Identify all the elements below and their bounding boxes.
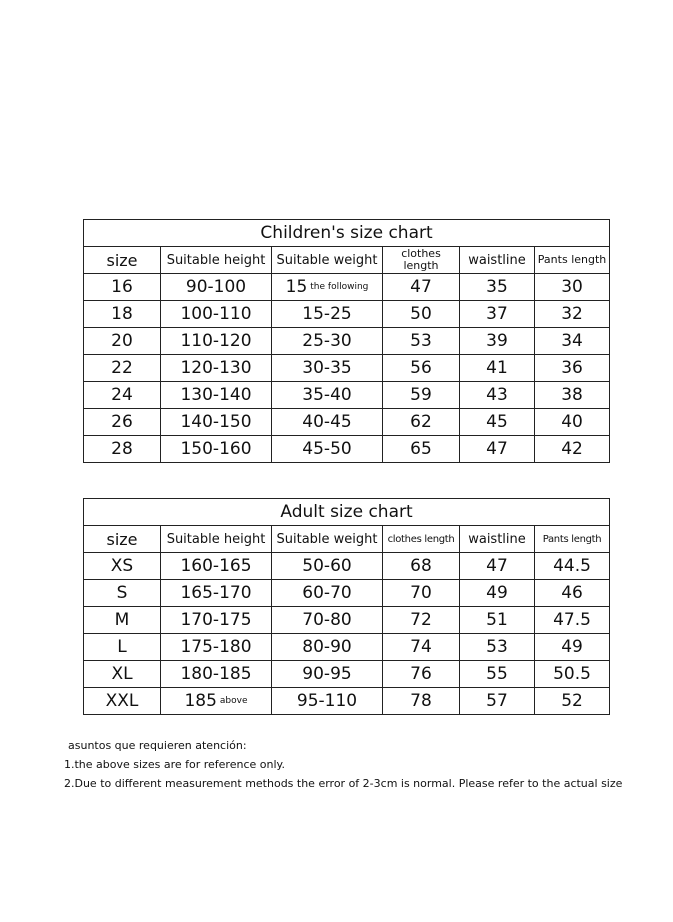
children-size-chart (83, 219, 610, 463)
cell-value: 56 (410, 358, 432, 378)
note-item: 2.Due to different measurement methods the error of 2-3cm is normal. Please refer to the actual size (64, 777, 623, 790)
table-row (84, 661, 610, 688)
cell-value: 60-70 (302, 583, 352, 603)
header-clothes-length: clothes length (383, 526, 460, 553)
cell-pants (535, 409, 610, 436)
cell-value: 28 (111, 439, 133, 459)
adult-header-row (84, 526, 610, 553)
cell-waist (460, 661, 535, 688)
cell-value: 43 (486, 385, 508, 405)
cell-value: 120-130 (180, 358, 252, 378)
cell-value: 50 (410, 304, 432, 324)
cell-value: 26 (111, 412, 133, 432)
cell-value: 18 (111, 304, 133, 324)
header-weight: Suitable weight (272, 247, 383, 274)
header-height: Suitable height (161, 247, 272, 274)
cell-waist (460, 634, 535, 661)
table-row (84, 688, 610, 715)
cell-clothes (383, 661, 460, 688)
cell-waist (460, 382, 535, 409)
cell-value: 150-160 (180, 439, 252, 459)
cell-value: 53 (410, 331, 432, 351)
cell-value: 76 (410, 664, 432, 684)
cell-value: 50-60 (302, 556, 352, 576)
cell-value: 36 (561, 358, 583, 378)
cell-value: 47 (410, 277, 432, 297)
cell-value: 80-90 (302, 637, 352, 657)
cell-value: 47 (486, 556, 508, 576)
cell-size (84, 688, 161, 715)
cell-value: 35-40 (302, 385, 352, 405)
cell-value: 38 (561, 385, 583, 405)
cell-value: 170-175 (180, 610, 252, 630)
cell-value: 95-110 (296, 691, 358, 711)
cell-height (161, 355, 272, 382)
table-row (84, 355, 610, 382)
cell-clothes (383, 409, 460, 436)
cell-waist (460, 580, 535, 607)
children-header-row (84, 247, 610, 274)
cell-pants (535, 355, 610, 382)
cell-height (161, 607, 272, 634)
table-row (84, 607, 610, 634)
cell-value: 51 (486, 610, 508, 630)
cell-weight (272, 580, 383, 607)
cell-weight (272, 634, 383, 661)
cell-pants (535, 382, 610, 409)
cell-pants (535, 436, 610, 463)
cell-pants (535, 661, 610, 688)
adult-size-chart (83, 498, 610, 715)
cell-value: 44.5 (553, 556, 591, 576)
cell-note: the following (310, 282, 369, 292)
cell-height (161, 634, 272, 661)
notes-heading: asuntos que requieren atención: (68, 739, 247, 752)
cell-value: XL (111, 664, 133, 684)
cell-value: 57 (486, 691, 508, 711)
cell-value: 41 (486, 358, 508, 378)
header-height: Suitable height (161, 526, 272, 553)
cell-clothes (383, 553, 460, 580)
cell-value: 175-180 (180, 637, 252, 657)
table-row (84, 409, 610, 436)
table-row (84, 580, 610, 607)
cell-value: 140-150 (180, 412, 252, 432)
cell-value: 15 (285, 277, 308, 297)
cell-value: 45-50 (302, 439, 352, 459)
cell-value: XXL (105, 691, 139, 711)
cell-value: 32 (561, 304, 583, 324)
adult-chart-title: Adult size chart (84, 499, 610, 526)
cell-value: 45 (486, 412, 508, 432)
cell-value: 22 (111, 358, 133, 378)
cell-value: 55 (486, 664, 508, 684)
cell-waist (460, 409, 535, 436)
cell-value: 160-165 (180, 556, 252, 576)
header-pants-length: Pants length (535, 526, 610, 553)
header-clothes-length: clothes length (383, 247, 460, 274)
cell-pants (535, 274, 610, 301)
table-row (84, 634, 610, 661)
cell-value: 53 (486, 637, 508, 657)
cell-value: 52 (561, 691, 583, 711)
cell-pants (535, 688, 610, 715)
cell-pants (535, 553, 610, 580)
cell-waist (460, 355, 535, 382)
cell-value: 72 (410, 610, 432, 630)
cell-value: 20 (111, 331, 133, 351)
header-size: size (84, 526, 161, 553)
cell-height (161, 661, 272, 688)
cell-weight (272, 409, 383, 436)
cell-value: 47.5 (553, 610, 591, 630)
cell-height (161, 580, 272, 607)
cell-pants (535, 301, 610, 328)
cell-value: 59 (410, 385, 432, 405)
cell-value: 100-110 (180, 304, 252, 324)
cell-value: 37 (486, 304, 508, 324)
cell-waist (460, 274, 535, 301)
cell-value: 30 (561, 277, 583, 297)
cell-size (84, 553, 161, 580)
cell-value: 47 (486, 439, 508, 459)
cell-value: 40-45 (302, 412, 352, 432)
cell-value: 62 (410, 412, 432, 432)
cell-value: 30-35 (302, 358, 352, 378)
header-weight: Suitable weight (272, 526, 383, 553)
cell-pants (535, 328, 610, 355)
cell-value: 35 (486, 277, 508, 297)
cell-clothes (383, 274, 460, 301)
table-row (84, 301, 610, 328)
cell-value: 70 (410, 583, 432, 603)
cell-value: 110-120 (180, 331, 252, 351)
cell-pants (535, 607, 610, 634)
cell-value: 78 (410, 691, 432, 711)
cell-size (84, 580, 161, 607)
cell-size (84, 409, 161, 436)
cell-size (84, 436, 161, 463)
cell-weight (272, 688, 383, 715)
cell-value: 74 (410, 637, 432, 657)
notes-section (64, 736, 622, 793)
cell-value: 90-100 (185, 277, 247, 297)
cell-value: 42 (561, 439, 583, 459)
cell-value: XS (110, 556, 134, 576)
header-size: size (84, 247, 161, 274)
children-chart-title: Children's size chart (84, 220, 610, 247)
cell-value: 180-185 (180, 664, 252, 684)
cell-weight (272, 355, 383, 382)
cell-pants (535, 634, 610, 661)
header-pants-length: Pants length (535, 247, 610, 274)
cell-weight (272, 274, 383, 301)
cell-height (161, 409, 272, 436)
cell-clothes (383, 634, 460, 661)
cell-weight (272, 553, 383, 580)
cell-value: 90-95 (302, 664, 352, 684)
table-row (84, 436, 610, 463)
note-item: 1.the above sizes are for reference only. (64, 758, 285, 771)
cell-height (161, 274, 272, 301)
cell-weight (272, 436, 383, 463)
cell-value: 49 (486, 583, 508, 603)
cell-value: 25-30 (302, 331, 352, 351)
cell-weight (272, 328, 383, 355)
cell-waist (460, 607, 535, 634)
cell-clothes (383, 688, 460, 715)
cell-value: 34 (561, 331, 583, 351)
cell-clothes (383, 301, 460, 328)
cell-size (84, 382, 161, 409)
cell-size (84, 355, 161, 382)
cell-value: 24 (111, 385, 133, 405)
cell-size (84, 328, 161, 355)
header-waistline: waistline (460, 526, 535, 553)
cell-clothes (383, 328, 460, 355)
cell-value: 130-140 (180, 385, 252, 405)
cell-height (161, 553, 272, 580)
cell-clothes (383, 436, 460, 463)
cell-value: L (117, 637, 127, 657)
cell-height (161, 382, 272, 409)
cell-value: M (114, 610, 130, 630)
cell-clothes (383, 382, 460, 409)
cell-size (84, 607, 161, 634)
cell-value: 165-170 (180, 583, 252, 603)
cell-value: 46 (561, 583, 583, 603)
cell-clothes (383, 580, 460, 607)
cell-value: 16 (111, 277, 133, 297)
cell-value: 40 (561, 412, 583, 432)
cell-size (84, 301, 161, 328)
cell-weight (272, 661, 383, 688)
cell-value: 68 (410, 556, 432, 576)
cell-waist (460, 328, 535, 355)
cell-value: 70-80 (302, 610, 352, 630)
cell-size (84, 274, 161, 301)
cell-height (161, 328, 272, 355)
table-row (84, 328, 610, 355)
cell-pants (535, 580, 610, 607)
cell-value: 185 (184, 691, 217, 711)
table-row (84, 274, 610, 301)
cell-waist (460, 436, 535, 463)
cell-clothes (383, 355, 460, 382)
table-row (84, 382, 610, 409)
cell-waist (460, 553, 535, 580)
cell-waist (460, 301, 535, 328)
cell-value: 39 (486, 331, 508, 351)
header-waistline: waistline (460, 247, 535, 274)
cell-weight (272, 301, 383, 328)
cell-value: 50.5 (553, 664, 591, 684)
cell-height (161, 301, 272, 328)
table-row (84, 553, 610, 580)
cell-waist (460, 688, 535, 715)
cell-weight (272, 382, 383, 409)
cell-clothes (383, 607, 460, 634)
cell-value: 49 (561, 637, 583, 657)
cell-weight (272, 607, 383, 634)
cell-value: S (116, 583, 128, 603)
cell-size (84, 661, 161, 688)
cell-note: above (219, 696, 248, 706)
cell-size (84, 634, 161, 661)
cell-value: 15-25 (302, 304, 352, 324)
cell-height (161, 688, 272, 715)
cell-value: 65 (410, 439, 432, 459)
cell-height (161, 436, 272, 463)
